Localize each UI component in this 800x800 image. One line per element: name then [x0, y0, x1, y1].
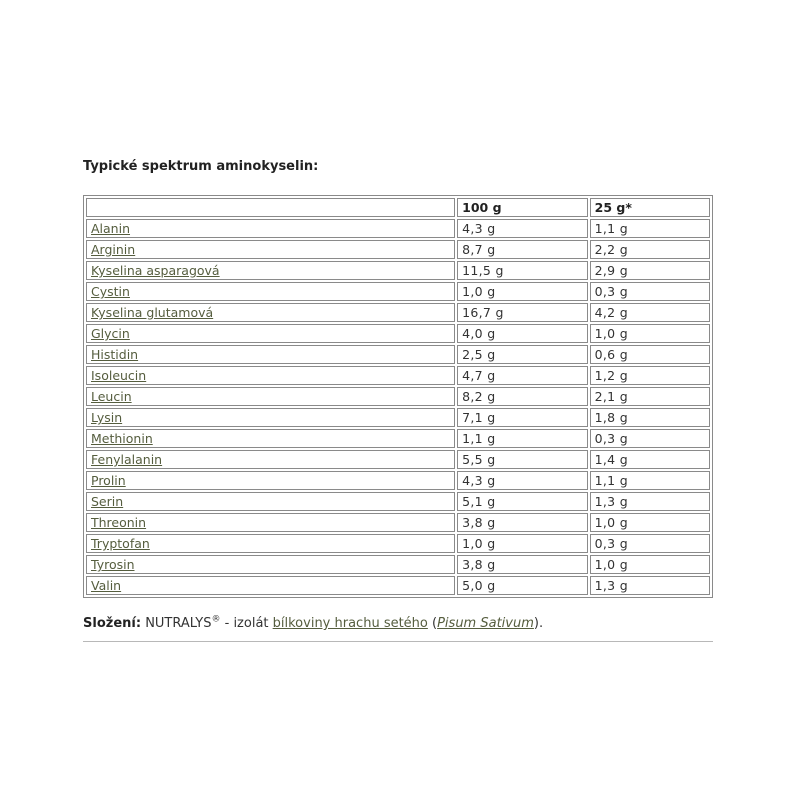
amino-name-cell — [86, 492, 455, 511]
amino-acid-link[interactable]: Fenylalanin — [91, 452, 163, 467]
value-100g: 5,0 g — [457, 576, 588, 595]
value-25g: 0,6 g — [590, 345, 710, 364]
value-100g: 2,5 g — [457, 345, 588, 364]
value-25g: 4,2 g — [590, 303, 710, 322]
divider — [83, 641, 713, 642]
value-25g: 2,2 g — [590, 240, 710, 259]
value-25g: 1,1 g — [590, 219, 710, 238]
amino-name-cell — [86, 429, 455, 448]
table-row — [86, 219, 710, 238]
table-row — [86, 240, 710, 259]
amino-name-cell — [86, 408, 455, 427]
amino-acid-link[interactable]: Glycin — [91, 326, 130, 341]
value-100g: 3,8 g — [457, 555, 588, 574]
amino-name-cell — [86, 303, 455, 322]
amino-name-cell — [86, 471, 455, 490]
table-row — [86, 534, 710, 553]
amino-name-cell — [86, 555, 455, 574]
amino-acid-table — [83, 195, 713, 598]
value-25g: 0,3 g — [590, 429, 710, 448]
amino-name-cell — [86, 366, 455, 385]
value-25g: 1,0 g — [590, 513, 710, 532]
table-row — [86, 387, 710, 406]
composition-middle: - izolát — [220, 616, 273, 631]
value-100g: 5,1 g — [457, 492, 588, 511]
value-25g: 1,3 g — [590, 576, 710, 595]
amino-name-cell — [86, 450, 455, 469]
amino-name-cell — [86, 324, 455, 343]
value-100g: 11,5 g — [457, 261, 588, 280]
amino-acid-link[interactable]: Threonin — [91, 515, 147, 530]
amino-name-cell — [86, 261, 455, 280]
amino-name-cell — [86, 219, 455, 238]
table-row — [86, 492, 710, 511]
trademark-symbol: ® — [211, 614, 221, 625]
table-row — [86, 513, 710, 532]
header-25g: 25 g* — [590, 198, 710, 217]
value-25g: 0,3 g — [590, 282, 710, 301]
value-25g: 1,8 g — [590, 408, 710, 427]
value-100g: 1,0 g — [457, 534, 588, 553]
amino-acid-link[interactable]: Histidin — [91, 347, 139, 362]
composition-line — [83, 615, 713, 633]
paren-close: ) — [533, 616, 539, 631]
value-100g: 4,3 g — [457, 219, 588, 238]
header-name — [86, 198, 455, 217]
table-row — [86, 471, 710, 490]
table-row — [86, 282, 710, 301]
composition-label: Složení: — [83, 616, 142, 631]
pea-protein-link[interactable]: bílkoviny hrachu setého — [272, 616, 428, 631]
amino-name-cell — [86, 345, 455, 364]
value-100g: 3,8 g — [457, 513, 588, 532]
content — [83, 158, 713, 642]
amino-name-cell — [86, 282, 455, 301]
value-100g: 4,3 g — [457, 471, 588, 490]
amino-acid-link[interactable]: Arginin — [91, 242, 136, 257]
value-100g: 4,7 g — [457, 366, 588, 385]
value-100g: 4,0 g — [457, 324, 588, 343]
amino-acid-link[interactable]: Lysin — [91, 410, 123, 425]
value-100g: 7,1 g — [457, 408, 588, 427]
table-row — [86, 366, 710, 385]
value-100g: 1,1 g — [457, 429, 588, 448]
amino-acid-link[interactable]: Kyselina asparagová — [91, 263, 220, 278]
table-row — [86, 555, 710, 574]
amino-acid-link[interactable]: Kyselina glutamová — [91, 305, 214, 320]
table-body — [86, 219, 710, 595]
amino-acid-link[interactable]: Cystin — [91, 284, 130, 299]
value-25g: 0,3 g — [590, 534, 710, 553]
composition-end: . — [538, 616, 544, 631]
value-25g: 1,4 g — [590, 450, 710, 469]
amino-acid-link[interactable]: Serin — [91, 494, 124, 509]
amino-acid-link[interactable]: Tryptofan — [91, 536, 150, 551]
amino-name-cell — [86, 576, 455, 595]
paren-open: ( — [427, 616, 438, 631]
amino-name-cell — [86, 240, 455, 259]
value-25g: 1,3 g — [590, 492, 710, 511]
amino-acid-link[interactable]: Valin — [91, 578, 122, 593]
amino-name-cell — [86, 513, 455, 532]
value-100g: 8,2 g — [457, 387, 588, 406]
value-25g: 1,1 g — [590, 471, 710, 490]
value-25g: 1,0 g — [590, 324, 710, 343]
table-row — [86, 576, 710, 595]
table-row — [86, 408, 710, 427]
table-row — [86, 429, 710, 448]
amino-acid-link[interactable]: Methionin — [91, 431, 153, 446]
amino-acid-link[interactable]: Leucin — [91, 389, 132, 404]
amino-acid-link[interactable]: Isoleucin — [91, 368, 147, 383]
amino-name-cell — [86, 387, 455, 406]
table-row — [86, 324, 710, 343]
latin-name-link[interactable]: Pisum Sativum — [437, 616, 534, 631]
value-25g: 2,9 g — [590, 261, 710, 280]
value-100g: 16,7 g — [457, 303, 588, 322]
amino-acid-link[interactable]: Tyrosin — [91, 557, 135, 572]
value-100g: 8,7 g — [457, 240, 588, 259]
table-row — [86, 303, 710, 322]
value-100g: 5,5 g — [457, 450, 588, 469]
section-heading: Typické spektrum aminokyselin: — [83, 159, 319, 174]
header-100g: 100 g — [457, 198, 588, 217]
value-25g: 1,0 g — [590, 555, 710, 574]
table-row — [86, 261, 710, 280]
table-row — [86, 450, 710, 469]
table-header-row — [86, 198, 710, 217]
amino-name-cell — [86, 534, 455, 553]
amino-acid-link[interactable]: Alanin — [91, 221, 131, 236]
amino-acid-link[interactable]: Prolin — [91, 473, 126, 488]
value-100g: 1,0 g — [457, 282, 588, 301]
value-25g: 1,2 g — [590, 366, 710, 385]
table-row — [86, 345, 710, 364]
composition-brand: NUTRALYS — [145, 616, 212, 631]
value-25g: 2,1 g — [590, 387, 710, 406]
